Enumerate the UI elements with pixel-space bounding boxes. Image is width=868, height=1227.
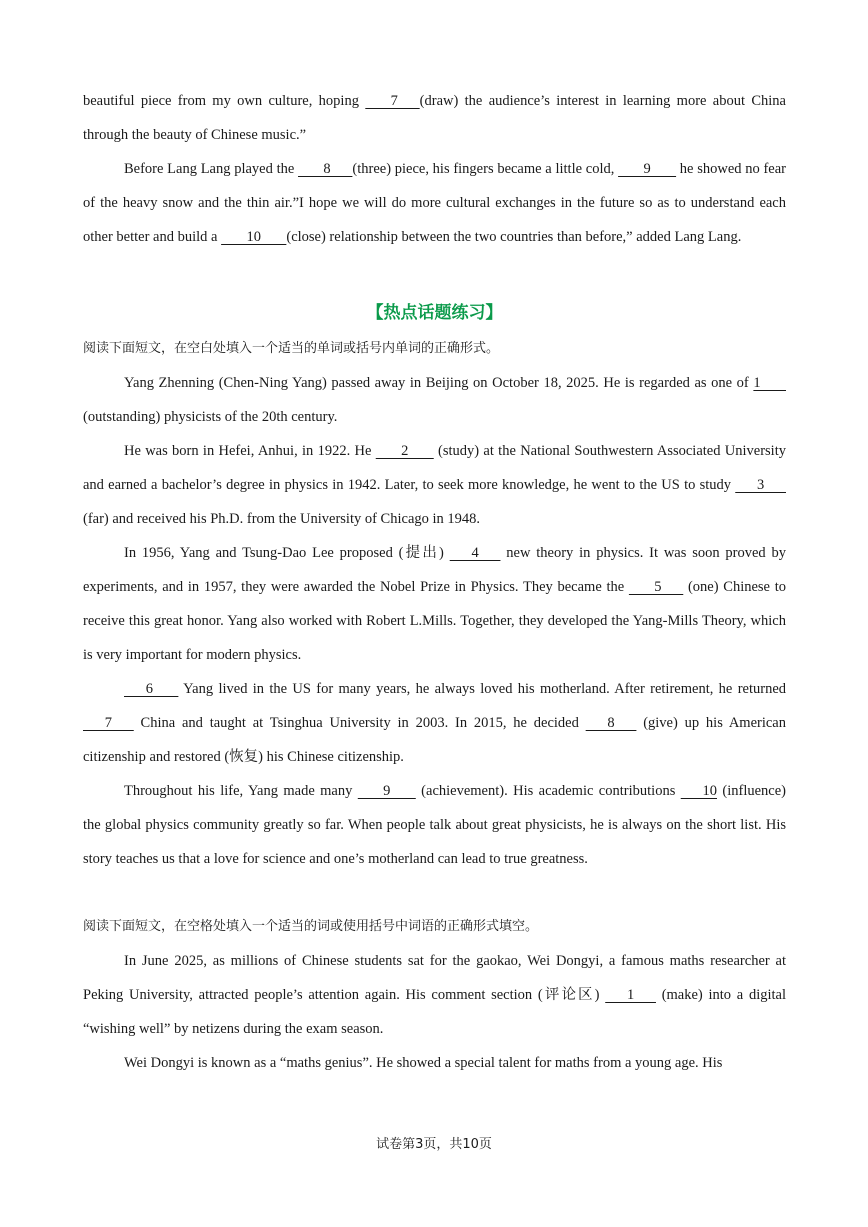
answer-blank: 1	[753, 375, 786, 391]
spacer	[83, 876, 786, 910]
instruction: 阅读下面短文，在空白处填入一个适当的单词或括号内单词的正确形式。	[83, 341, 500, 356]
answer-blank: 3	[735, 477, 786, 493]
answer-blank: 10	[680, 783, 717, 799]
paragraph: Wei Dongyi is known as a “maths genius”. He showed a special talent for maths from a young age. His	[124, 1055, 723, 1071]
instruction: 阅读下面短文，在空格处填入一个适当的词或使用括号中词语的正确形式填空。	[83, 919, 539, 934]
answer-blank: 6	[124, 681, 179, 697]
paragraph: Yang Zhenning (Chen-Ning Yang) passed away in Beijing on October 18, 2025. He is regarded as one of 1 (outstanding) physicists of the 20th century.	[83, 366, 786, 434]
answer-blank: 2	[375, 443, 434, 459]
page-footer: 试卷第3页，共10页	[376, 1137, 492, 1152]
answer-blank: 10	[221, 229, 287, 245]
paragraph: He was born in Hefei, Anhui, in 1922. He 2 (study) at the National Southwestern Associated University and earned a bachelor’s degree in physics in 1942. Later, to seek more knowledge, he went to the US to study 3 (far) and received his Ph.D. from the University of Chicago in 1948.	[83, 434, 786, 536]
paragraph: Throughout his life, Yang made many 9 (achievement). His academic contributions 10 (influence) the global physics community greatly so far. When people talk about great physicists, he is always on the short list. His story teaches us that a love for science and one’s motherland can lead to true greatness.	[83, 774, 786, 876]
paragraph: Before Lang Lang played the 8 (three) piece, his fingers became a little cold, 9 he showed no fear of the heavy snow and the thin air.”I hope we will do more cultural exchanges in the future so as to understand each other better and build a 10 (close) relationship between the two countries than before,” added Lang Lang.	[83, 152, 786, 254]
paragraph: beautiful piece from my own culture, hoping 7 (draw) the audience’s interest in learning more about China through the beauty of Chinese music.”	[83, 84, 786, 152]
answer-blank: 9	[618, 161, 677, 177]
paragraph: In June 2025, as millions of Chinese students sat for the gaokao, Wei Dongyi, a famous maths researcher at Peking University, attracted people’s attention again. His comment section (评论区) 1 (make) into a digital “wishing well” by netizens during the exam season.	[83, 953, 786, 1037]
answer-blank: 5	[628, 579, 684, 595]
answer-blank: 7	[83, 715, 134, 731]
answer-blank: 1	[605, 987, 656, 1003]
paragraph: In 1956, Yang and Tsung-Dao Lee proposed (提出) 4 new theory in physics. It was soon proved by experiments, and in 1957, they were awarded the Nobel Prize in Physics. They became the 5 (one) Chinese to receive this great honor. Yang also worked with Robert L.Mills. Together, they developed the Yang-Mills Theory, which is very important for modern physics.	[83, 536, 786, 672]
answer-blank: 9	[357, 783, 416, 799]
section-title: 【热点话题练习】	[366, 303, 503, 323]
document-page	[83, 84, 786, 1080]
answer-blank: 8	[298, 161, 353, 177]
answer-blank: 7	[365, 93, 420, 109]
paragraph: 6 Yang lived in the US for many years, he always loved his motherland. After retirement, he returned 7 China and taught at Tsinghua University in 2003. In 2015, he decided 8 (give) up his American citizenship and restored (恢复) his Chinese citizenship.	[83, 672, 786, 774]
answer-blank: 4	[449, 545, 501, 561]
answer-blank: 8	[585, 715, 637, 731]
